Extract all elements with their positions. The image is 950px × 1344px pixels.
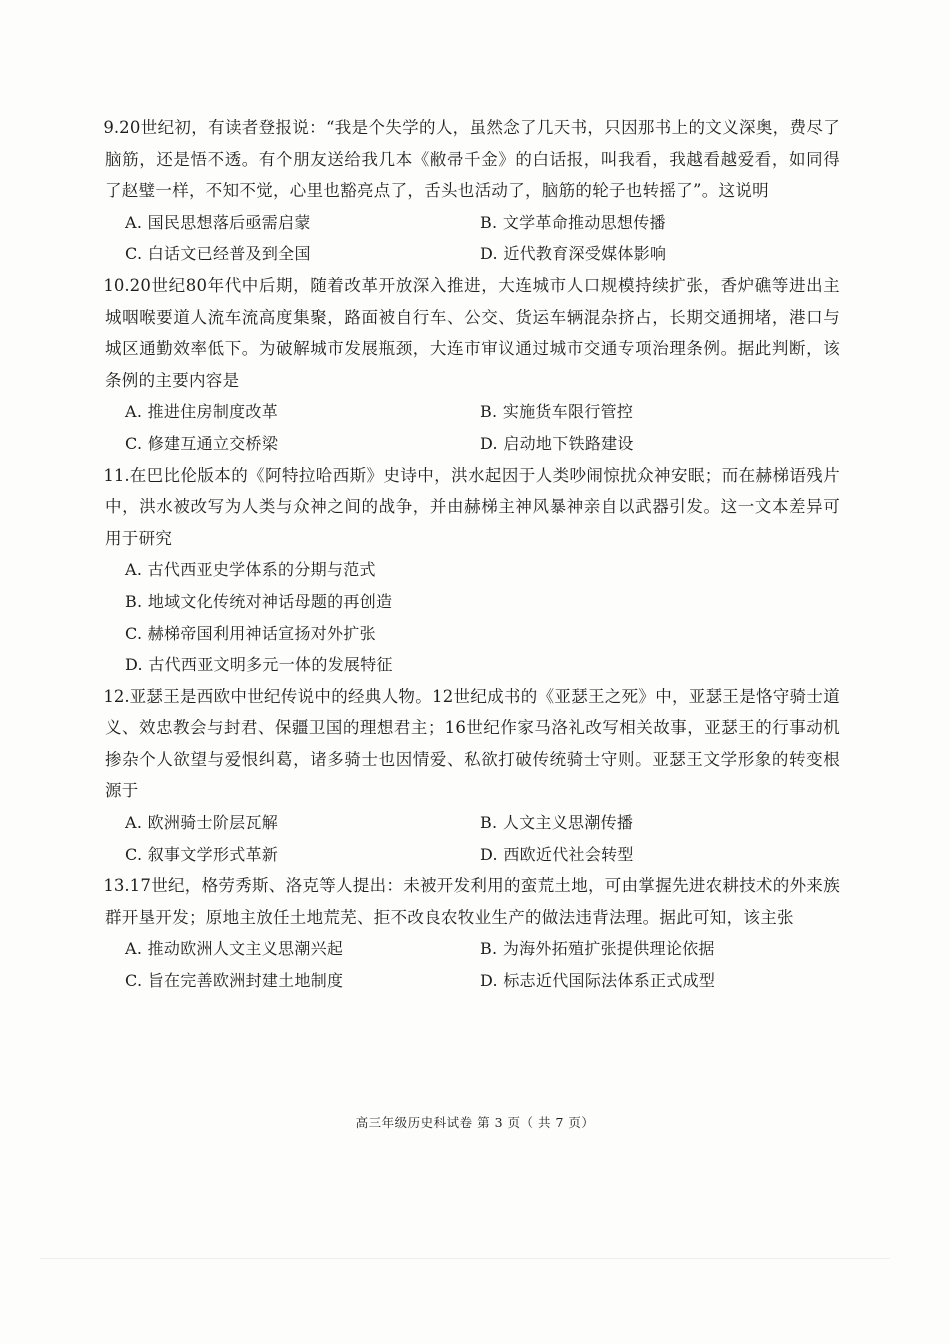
question-text: 17世纪，格劳秀斯、洛克等人提出：未被开发利用的蛮荒土地，可由掌握先进农耕技术的外来族群开垦开发；原地主放任土地荒芜、拒不改良农牧业生产的做法违背法理。据此可知，该主张 xyxy=(105,876,841,927)
question-10 xyxy=(105,270,840,460)
question-stem xyxy=(105,112,840,207)
option-a: A. 推进住房制度改革 xyxy=(125,402,279,422)
page-footer: 高三年级历史科试卷 第 3 页（ 共 7 页） xyxy=(355,1115,595,1130)
options xyxy=(125,396,840,459)
question-list xyxy=(105,112,840,997)
question-12 xyxy=(105,681,840,871)
options xyxy=(125,933,840,996)
option-a: A. 古代西亚史学体系的分期与范式 xyxy=(125,560,376,580)
option-a: A. 国民思想落后亟需启蒙 xyxy=(125,212,311,232)
option-b: B. 人文主义思潮传播 xyxy=(480,813,634,833)
question-number: 10. xyxy=(103,275,130,295)
option-c: C. 白话文已经普及到全国 xyxy=(125,244,311,264)
options xyxy=(125,807,840,870)
option-b: B. 文学革命推动思想传播 xyxy=(480,212,666,232)
scan-edge-divider xyxy=(40,1258,890,1259)
question-stem xyxy=(105,870,840,933)
option-d: D. 启动地下铁路建设 xyxy=(480,433,634,453)
question-stem xyxy=(105,681,840,807)
option-d: D. 古代西亚文明多元一体的发展特征 xyxy=(125,655,393,675)
option-c: C. 叙事文学形式革新 xyxy=(125,844,279,864)
options xyxy=(125,207,840,270)
question-text: 亚瑟王是西欧中世纪传说中的经典人物。12世纪成书的《亚瑟王之死》中，亚瑟王是恪守骑士道义、效忠教会与封君、保疆卫国的理想君主；16世纪作家马洛礼改写相关故事，亚瑟王的行事动机掺杂个人欲望与爱恨纠葛，诸多骑士也因情爱、私欲打破传统骑士守则。亚瑟王文学形象的转变根源于 xyxy=(105,686,841,801)
question-text: 在巴比伦版本的《阿特拉哈西斯》史诗中，洪水起因于人类吵闹惊扰众神安眠；而在赫梯语残片中，洪水被改写为人类与众神之间的战争，并由赫梯主神风暴神亲自以武器引发。这一文本差异可用于研究 xyxy=(105,465,840,548)
question-9 xyxy=(105,112,840,270)
option-a: A. 推动欧洲人文主义思潮兴起 xyxy=(125,939,344,959)
question-number: 13. xyxy=(103,876,130,896)
option-b: B. 实施货车限行管控 xyxy=(480,402,634,422)
question-text: 20世纪初，有读者登报说：“我是个失学的人，虽然念了几天书，只因那书上的文义深奥，费尽了脑筋，还是悟不透。有个朋友送给我几本《敝帚千金》的白话报，叫我看，我越看越爱看，如同得了赵璧一样，不知不觉，心里也豁亮点了，舌头也活动了，脑筋的轮子也转摇了”。这说明 xyxy=(105,118,840,201)
option-c: C. 旨在完善欧洲封建土地制度 xyxy=(125,971,344,991)
question-13 xyxy=(105,870,840,996)
question-number: 11. xyxy=(103,465,130,485)
option-d: D. 西欧近代社会转型 xyxy=(480,844,634,864)
question-stem xyxy=(105,270,840,396)
option-c: C. 赫梯帝国利用神话宣扬对外扩张 xyxy=(125,623,376,643)
question-number: 12. xyxy=(103,686,130,706)
option-b: B. 地域文化传统对神话母题的再创造 xyxy=(125,591,393,611)
question-number: 9. xyxy=(103,118,120,137)
option-c: C. 修建互通立交桥梁 xyxy=(125,433,279,453)
option-d: D. 近代教育深受媒体影响 xyxy=(480,244,667,264)
option-d: D. 标志近代国际法体系正式成型 xyxy=(480,971,716,991)
option-b: B. 为海外拓殖扩张提供理论依据 xyxy=(480,939,715,959)
question-stem xyxy=(105,460,840,555)
question-text: 20世纪80年代中后期，随着改革开放深入推进，大连城市人口规模持续扩张，香炉礁等进出主城咽喉要道人流车流高度集聚，路面被自行车、公交、货运车辆混杂挤占，长期交通拥堵，港口与城区通勤效率低下。为破解城市发展瓶颈，大连市审议通过城市交通专项治理条例。据此判断，该条例的主要内容是 xyxy=(105,275,840,390)
options xyxy=(125,554,840,680)
option-a: A. 欧洲骑士阶层瓦解 xyxy=(125,813,279,833)
question-11 xyxy=(105,460,840,681)
